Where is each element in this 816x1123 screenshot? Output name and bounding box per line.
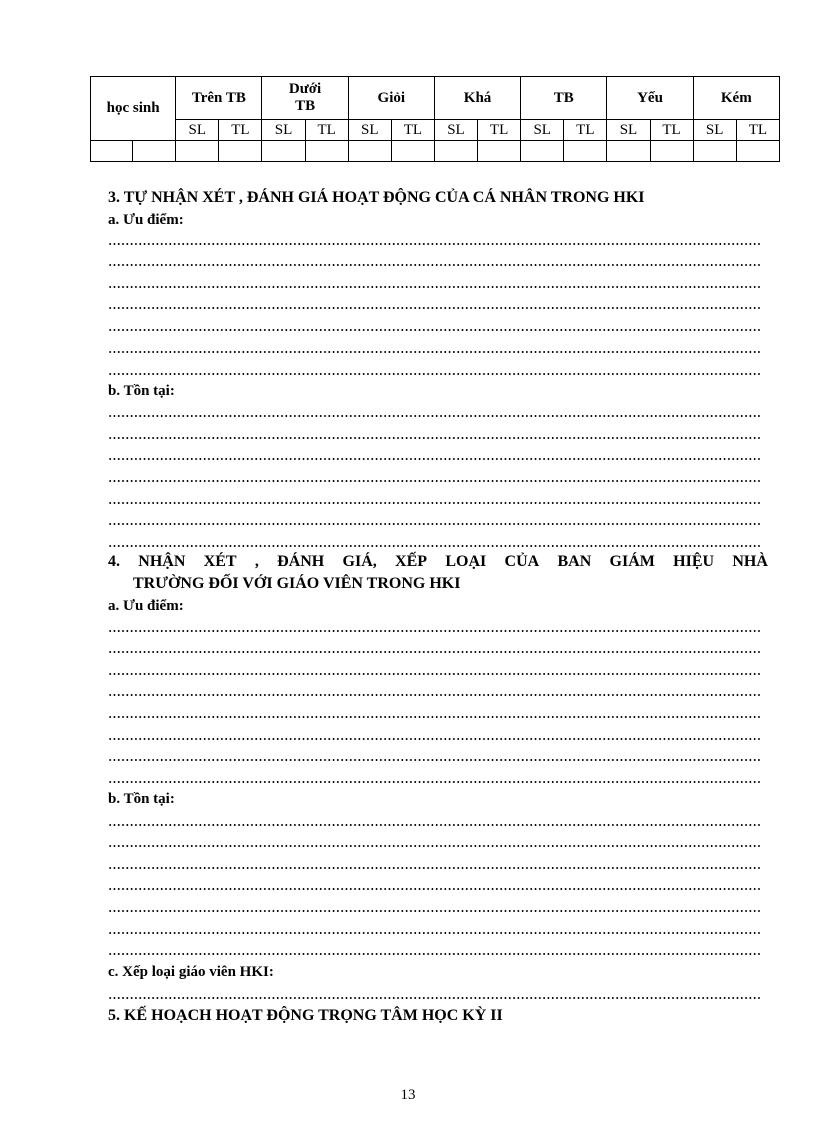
header-duoi-tb: Dưới TB xyxy=(262,77,348,120)
dotted-line xyxy=(108,694,760,698)
header-gioi: Giỏi xyxy=(348,77,434,120)
table-cell[interactable] xyxy=(434,141,477,162)
subheader-tl: TL xyxy=(564,120,607,141)
table-cell[interactable] xyxy=(478,141,521,162)
dotted-line xyxy=(108,932,760,936)
dotted-line xyxy=(108,845,760,849)
dotted-line xyxy=(108,545,760,549)
subheader-sl: SL xyxy=(693,120,736,141)
table-cell[interactable] xyxy=(564,141,607,162)
dotted-line xyxy=(108,888,760,892)
section-3-weaknesses-label: b. Tồn tại: xyxy=(108,383,175,399)
dotted-line xyxy=(108,415,760,419)
table-cell[interactable] xyxy=(348,141,391,162)
header-tb: TB xyxy=(521,77,607,120)
section-3-title: 3. TỰ NHẬN XÉT , ĐÁNH GIÁ HOẠT ĐỘNG CỦA CÁ NHÂN TRONG HKI xyxy=(108,189,645,206)
table-cell[interactable] xyxy=(176,141,219,162)
subheader-tl: TL xyxy=(305,120,348,141)
table-cell[interactable] xyxy=(262,141,305,162)
statistics-table xyxy=(90,76,780,162)
dotted-line xyxy=(108,997,760,1001)
dotted-line xyxy=(108,673,760,677)
dotted-line xyxy=(108,781,760,785)
dotted-line xyxy=(108,651,760,655)
table-row xyxy=(91,141,780,162)
table-cell[interactable] xyxy=(133,141,176,162)
subheader-sl: SL xyxy=(176,120,219,141)
section-4-weaknesses-label: b. Tồn tại: xyxy=(108,791,175,807)
subheader-tl: TL xyxy=(219,120,262,141)
dotted-line xyxy=(108,738,760,742)
section-4-title-line2: TRƯỜNG ĐỐI VỚI GIÁO VIÊN TRONG HKI xyxy=(133,575,461,592)
dotted-line xyxy=(108,329,760,333)
dotted-line xyxy=(108,523,760,527)
dotted-line xyxy=(108,373,760,377)
dotted-line xyxy=(108,824,760,828)
dotted-line xyxy=(108,867,760,871)
subheader-tl: TL xyxy=(391,120,434,141)
subheader-sl: SL xyxy=(262,120,305,141)
table-cell[interactable] xyxy=(607,141,650,162)
dotted-line xyxy=(108,351,760,355)
dotted-line xyxy=(108,307,760,311)
table-cell[interactable] xyxy=(391,141,434,162)
table-cell[interactable] xyxy=(521,141,564,162)
dotted-line xyxy=(108,458,760,462)
table-cell[interactable] xyxy=(219,141,262,162)
dotted-line xyxy=(108,264,760,268)
dotted-line xyxy=(108,716,760,720)
dotted-line xyxy=(108,243,760,247)
subheader-tl: TL xyxy=(736,120,779,141)
section-5-title: 5. KẾ HOẠCH HOẠT ĐỘNG TRỌNG TÂM HỌC KỲ II xyxy=(108,1007,503,1024)
section-4-rating-label: c. Xếp loại giáo viên HKI: xyxy=(108,964,274,980)
dotted-line xyxy=(108,630,760,634)
subheader-sl: SL xyxy=(521,120,564,141)
header-yeu: Yếu xyxy=(607,77,693,120)
header-tren-tb: Trên TB xyxy=(176,77,262,120)
table-cell[interactable] xyxy=(693,141,736,162)
table-cell[interactable] xyxy=(650,141,693,162)
subheader-sl: SL xyxy=(607,120,650,141)
table-cell[interactable] xyxy=(736,141,779,162)
header-kem: Kém xyxy=(693,77,779,120)
table-cell[interactable] xyxy=(91,141,133,162)
dotted-line xyxy=(108,759,760,763)
header-kha: Khá xyxy=(434,77,520,120)
subheader-sl: SL xyxy=(348,120,391,141)
dotted-line xyxy=(108,480,760,484)
section-4-title-line1: 4. NHẬN XÉT , ĐÁNH GIÁ, XẾP LOẠI CỦA BAN GIÁM HIỆU NHÀ xyxy=(108,553,768,570)
subheader-tl: TL xyxy=(650,120,693,141)
subheader-sl: SL xyxy=(434,120,477,141)
dotted-line xyxy=(108,437,760,441)
subheader-tl: TL xyxy=(478,120,521,141)
dotted-line xyxy=(108,502,760,506)
dotted-line xyxy=(108,953,760,957)
header-hoc-sinh: học sinh xyxy=(91,77,176,141)
dotted-line xyxy=(108,286,760,290)
section-4-strengths-label: a. Ưu điểm: xyxy=(108,598,184,614)
section-3-strengths-label: a. Ưu điểm: xyxy=(108,212,184,228)
dotted-line xyxy=(108,910,760,914)
table-cell[interactable] xyxy=(305,141,348,162)
page-number: 13 xyxy=(400,1087,416,1103)
